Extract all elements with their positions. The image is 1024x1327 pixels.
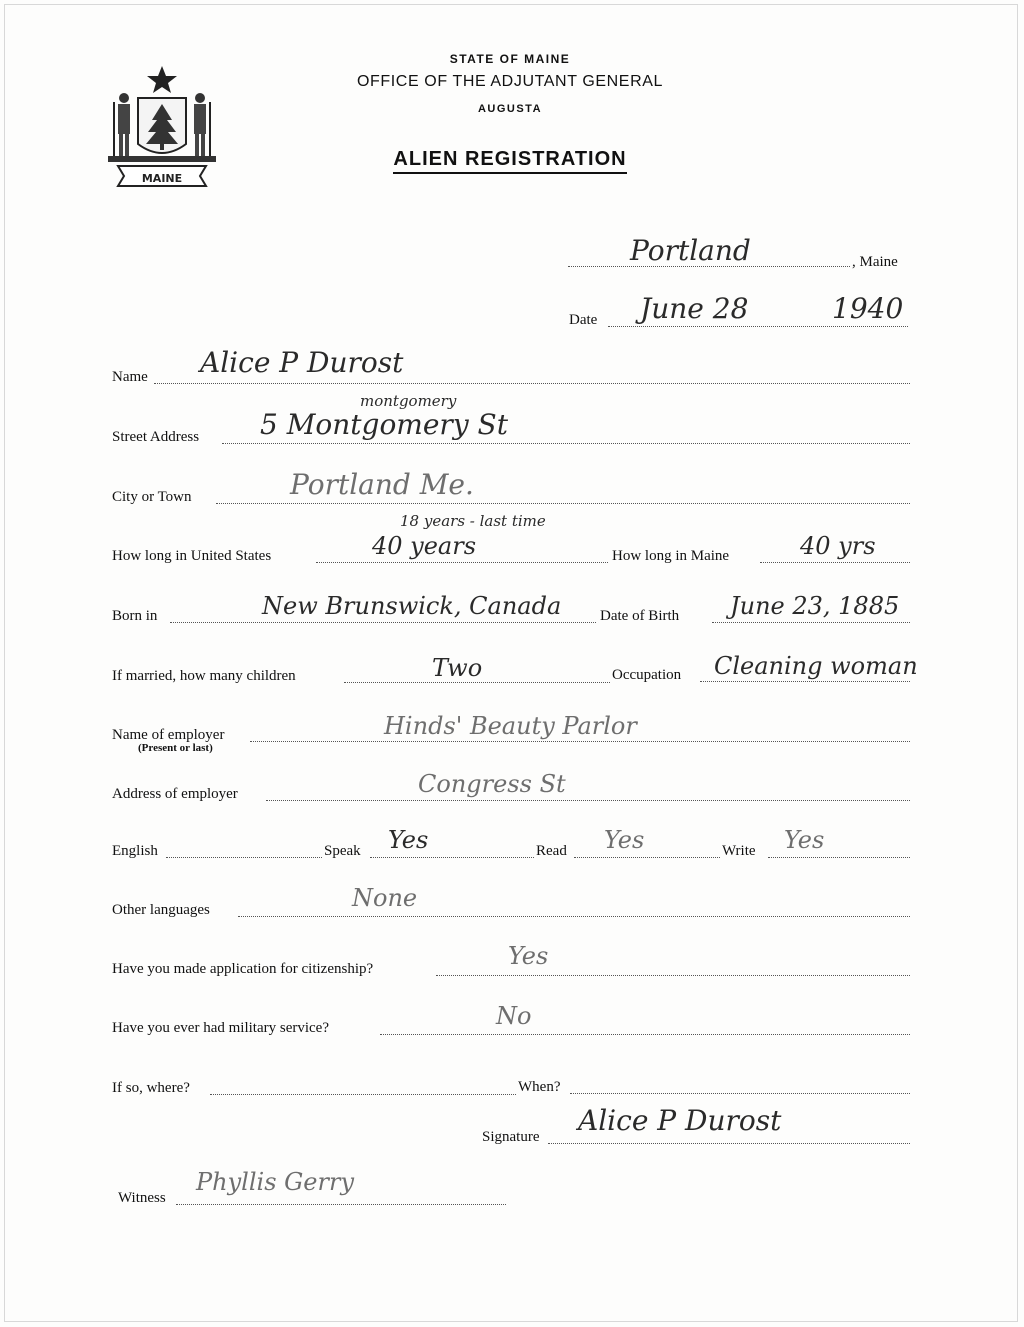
signature-line xyxy=(548,1143,910,1144)
header-state: STATE OF MAINE xyxy=(449,52,571,66)
street-line xyxy=(222,443,910,444)
date-year-value: 1940 xyxy=(832,292,904,325)
how-long-maine-value: 40 yrs xyxy=(800,532,876,560)
children-line xyxy=(344,682,610,683)
svg-text:MAINE: MAINE xyxy=(141,172,183,185)
speak-line xyxy=(370,857,534,858)
date-label: Date xyxy=(569,312,598,328)
signature-label: Signature xyxy=(482,1129,540,1145)
witness-value: Phyllis Gerry xyxy=(196,1168,355,1196)
speak-label: Speak xyxy=(324,843,361,859)
military-value: No xyxy=(496,1002,532,1030)
read-value: Yes xyxy=(604,826,645,854)
citizenship-value: Yes xyxy=(508,942,549,970)
occupation-value: Cleaning woman xyxy=(714,652,918,680)
citizenship-line xyxy=(436,975,910,976)
other-languages-line xyxy=(238,916,910,917)
witness-line xyxy=(176,1204,506,1205)
when-label: When? xyxy=(518,1079,561,1095)
maine-label: , Maine xyxy=(852,254,898,270)
date-line xyxy=(608,326,908,327)
when-line xyxy=(570,1093,910,1094)
witness-label: Witness xyxy=(118,1190,166,1206)
where-line xyxy=(210,1094,516,1095)
dob-line xyxy=(712,622,910,623)
write-value: Yes xyxy=(784,826,825,854)
where-label: If so, where? xyxy=(112,1080,190,1096)
write-line xyxy=(768,857,910,858)
street-label: Street Address xyxy=(112,429,200,445)
write-label: Write xyxy=(722,843,756,859)
other-languages-value: None xyxy=(352,884,418,912)
born-value: New Brunswick, Canada xyxy=(262,592,562,620)
children-value: Two xyxy=(432,654,483,682)
signature-value: Alice P Durost xyxy=(578,1104,782,1137)
employer-address-label: Address of employer xyxy=(112,786,238,802)
name-label: Name xyxy=(112,369,148,385)
form-title: ALIEN REGISTRATION xyxy=(300,148,720,171)
occupation-line xyxy=(700,681,910,682)
born-label: Born in xyxy=(112,608,158,624)
military-line xyxy=(380,1034,910,1035)
employer-value: Hinds' Beauty Parlor xyxy=(384,712,637,740)
english-label: English xyxy=(112,843,158,859)
how-long-us-line xyxy=(316,562,608,563)
employer-address-value: Congress St xyxy=(418,770,566,798)
employer-line xyxy=(250,741,910,742)
name-line xyxy=(154,383,910,384)
how-long-us-value: 40 years xyxy=(372,532,477,560)
read-label: Read xyxy=(536,843,567,859)
citizenship-label: Have you made application for citizenship? xyxy=(112,961,374,977)
children-label: If married, how many children xyxy=(112,668,296,684)
date-month-day-value: June 28 xyxy=(640,292,749,325)
dob-value: June 23, 1885 xyxy=(730,592,900,620)
employer-sub-label: (Present or last) xyxy=(138,742,213,754)
read-line xyxy=(574,857,720,858)
how-long-maine-label: How long in Maine xyxy=(612,548,730,564)
maine-seal-graphic xyxy=(100,62,225,192)
city-label: City or Town xyxy=(112,489,192,505)
english-line xyxy=(166,857,322,858)
city-line xyxy=(216,503,910,504)
header-office: OFFICE OF THE ADJUTANT GENERAL xyxy=(356,73,664,90)
us-note-value: 18 years - last time xyxy=(400,512,546,530)
born-line xyxy=(170,622,596,623)
state-seal-icon xyxy=(100,62,225,192)
other-languages-label: Other languages xyxy=(112,902,210,918)
city-value: Portland Me. xyxy=(290,468,474,501)
street-note-value: montgomery xyxy=(360,392,457,410)
dob-label: Date of Birth xyxy=(600,608,680,624)
place-value: Portland xyxy=(630,234,751,267)
employer-address-line xyxy=(266,800,910,801)
name-value: Alice P Durost xyxy=(200,346,404,379)
occupation-label: Occupation xyxy=(612,667,682,683)
header-city: AUGUSTA xyxy=(477,103,543,115)
employer-label: Name of employer xyxy=(112,727,225,743)
military-label: Have you ever had military service? xyxy=(112,1020,329,1036)
speak-value: Yes xyxy=(388,826,429,854)
how-long-us-label: How long in United States xyxy=(112,548,272,564)
street-value: 5 Montgomery St xyxy=(260,408,508,441)
how-long-maine-line xyxy=(760,562,910,563)
